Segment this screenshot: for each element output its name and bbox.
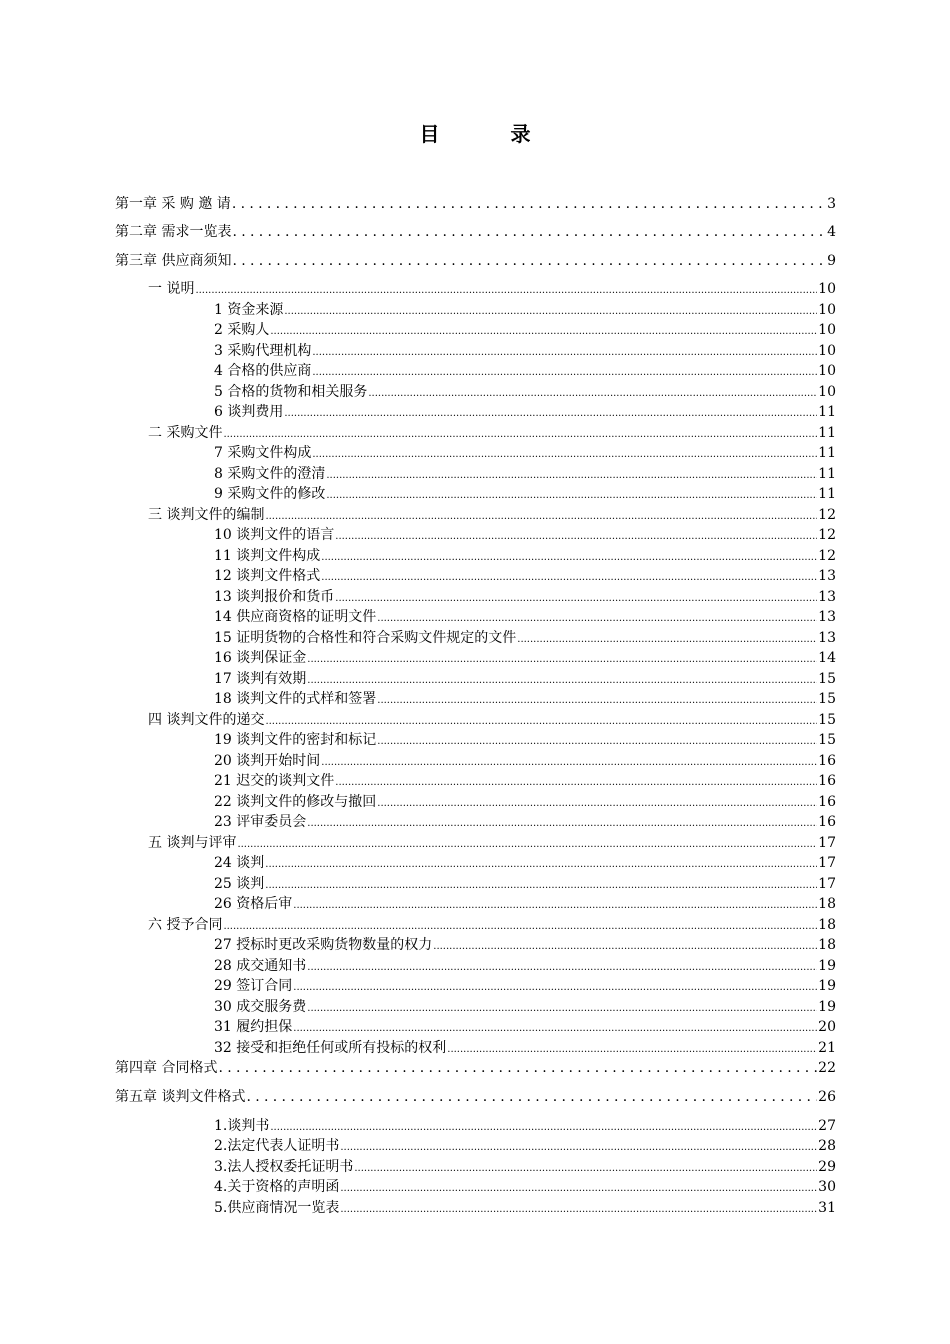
toc-entry-section-3[interactable]: 三 谈判文件的编制 ..... 12 (148, 505, 836, 525)
dot-leader (326, 466, 817, 486)
dot-leader (195, 281, 817, 301)
toc-entry-chapter-1[interactable]: 第一章 采 购 邀 请 ..... 3 (115, 194, 836, 214)
toc-entry-form-5[interactable]: 5.供应商情况一览表 ..... 31 (214, 1198, 836, 1218)
page-title: 目 录 (419, 122, 563, 146)
toc-entry-form-2[interactable]: 2.法定代表人证明书 ..... 28 (214, 1136, 836, 1156)
dot-leader (284, 302, 817, 322)
dot-leader (312, 363, 817, 383)
dot-leader (321, 548, 817, 568)
dot-leader (335, 527, 817, 547)
toc-entry-item-30[interactable]: 30 成交服务费 ..... 19 (214, 997, 836, 1017)
dot-leader (307, 650, 817, 670)
toc-entry-item-25[interactable]: 25 谈判 ..... 17 (214, 874, 836, 894)
toc-entry-item-8[interactable]: 8 采购文件的澄清 ..... 11 (214, 464, 836, 484)
dot-leader (340, 1138, 817, 1158)
dot-leader (321, 753, 817, 773)
toc-entry-item-12[interactable]: 12 谈判文件格式 ..... 13 (214, 566, 836, 586)
dot-leader (270, 322, 817, 342)
toc-entry-item-17[interactable]: 17 谈判有效期 ..... 15 (214, 669, 836, 689)
dot-leader (377, 691, 817, 711)
toc-entry-item-20[interactable]: 20 谈判开始时间 ..... 16 (214, 751, 836, 771)
toc-entry-item-6[interactable]: 6 谈判费用 ..... 11 (214, 402, 836, 422)
toc-entry-item-21[interactable]: 21 迟交的谈判文件 ..... 16 (214, 771, 836, 791)
dot-leader (265, 507, 817, 527)
toc-entry-item-5[interactable]: 5 合格的货物和相关服务 ..... 10 (214, 382, 836, 402)
dot-leader (265, 712, 817, 732)
dot-leader (307, 671, 817, 691)
toc-entry-item-15[interactable]: 15 证明货物的合格性和符合采购文件规定的文件 ..... 13 (214, 628, 836, 648)
toc-entry-section-1[interactable]: 一 说明 ..... 10 (148, 279, 836, 299)
toc-entry-item-2[interactable]: 2 采购人 ..... 10 (214, 320, 836, 340)
dot-leader (326, 486, 817, 506)
toc-entry-item-24[interactable]: 24 谈判 ..... 17 (214, 853, 836, 873)
toc-entry-form-1[interactable]: 1.谈判书 ..... 27 (214, 1116, 836, 1136)
dot-leader (293, 1019, 817, 1039)
toc-entry-item-27[interactable]: 27 授标时更改采购货物数量的权力 ..... 18 (214, 935, 836, 955)
toc-entry-item-9[interactable]: 9 采购文件的修改 ..... 11 (214, 484, 836, 504)
toc-entry-item-22[interactable]: 22 谈判文件的修改与撤回 ..... 16 (214, 792, 836, 812)
toc-entry-chapter-2[interactable]: 第二章 需求一览表 ..... 4 (115, 222, 836, 242)
dot-leader (368, 384, 817, 404)
dot-leader (232, 194, 826, 214)
dot-leader (223, 425, 817, 445)
toc-entry-form-3[interactable]: 3.法人授权委托证明书 ..... 29 (214, 1157, 836, 1177)
toc-entry-section-2[interactable]: 二 采购文件 ..... 11 (148, 423, 836, 443)
toc-entry-chapter-5[interactable]: 第五章 谈判文件格式 ..... 26 (115, 1087, 836, 1107)
toc-entry-item-32[interactable]: 32 接受和拒绝任何或所有投标的权利 ..... 21 (214, 1038, 836, 1058)
toc-entry-item-19[interactable]: 19 谈判文件的密封和标记 ..... 15 (214, 730, 836, 750)
toc-entry-item-1[interactable]: 1 资金来源 ..... 10 (214, 300, 836, 320)
dot-leader (218, 1058, 817, 1078)
toc-entry-item-7[interactable]: 7 采购文件构成 ..... 11 (214, 443, 836, 463)
dot-leader (293, 896, 817, 916)
toc-entry-item-31[interactable]: 31 履约担保 ..... 20 (214, 1017, 836, 1037)
dot-leader (312, 343, 817, 363)
dot-leader (265, 855, 817, 875)
toc-entry-item-23[interactable]: 23 评审委员会 ..... 16 (214, 812, 836, 832)
toc-entry-item-28[interactable]: 28 成交通知书 ..... 19 (214, 956, 836, 976)
dot-leader (340, 1179, 817, 1199)
toc-entry-item-3[interactable]: 3 采购代理机构 ..... 10 (214, 341, 836, 361)
toc-entry-item-18[interactable]: 18 谈判文件的式样和签署 ..... 15 (214, 689, 836, 709)
toc-entry-section-5[interactable]: 五 谈判与评审 ..... 17 (148, 833, 836, 853)
dot-leader (377, 609, 817, 629)
dot-leader (377, 794, 817, 814)
dot-leader (284, 404, 817, 424)
toc-entry-chapter-3[interactable]: 第三章 供应商须知 ..... 9 (115, 251, 836, 271)
dot-leader (270, 1118, 817, 1138)
dot-leader (335, 773, 817, 793)
toc-entry-item-11[interactable]: 11 谈判文件构成 ..... 12 (214, 546, 836, 566)
dot-leader (340, 1200, 817, 1220)
toc-entry-item-26[interactable]: 26 资格后审 ..... 18 (214, 894, 836, 914)
dot-leader (447, 1040, 817, 1060)
dot-leader (232, 251, 826, 271)
toc-entry-item-10[interactable]: 10 谈判文件的语言 ..... 12 (214, 525, 836, 545)
toc-entry-chapter-4[interactable]: 第四章 合同格式 ..... 22 (115, 1058, 836, 1078)
dot-leader (312, 445, 817, 465)
toc-entry-form-4[interactable]: 4.关于资格的声明函 ..... 30 (214, 1177, 836, 1197)
dot-leader (307, 958, 817, 978)
toc-entry-item-29[interactable]: 29 签订合同 ..... 19 (214, 976, 836, 996)
dot-leader (335, 589, 817, 609)
dot-leader (246, 1087, 817, 1107)
toc-entry-item-14[interactable]: 14 供应商资格的证明文件 ..... 13 (214, 607, 836, 627)
dot-leader (237, 835, 817, 855)
toc-entry-item-4[interactable]: 4 合格的供应商 ..... 10 (214, 361, 836, 381)
dot-leader (307, 814, 817, 834)
dot-leader (293, 978, 817, 998)
dot-leader (223, 917, 817, 937)
toc-entry-section-4[interactable]: 四 谈判文件的递交 ..... 15 (148, 710, 836, 730)
dot-leader (265, 876, 817, 896)
dot-leader (377, 732, 817, 752)
toc-entry-item-13[interactable]: 13 谈判报价和货币 ..... 13 (214, 587, 836, 607)
dot-leader (232, 222, 826, 242)
dot-leader (354, 1159, 817, 1179)
toc-entry-item-16[interactable]: 16 谈判保证金 ..... 14 (214, 648, 836, 668)
dot-leader (307, 999, 817, 1019)
dot-leader (517, 630, 817, 650)
dot-leader (433, 937, 817, 957)
dot-leader (321, 568, 817, 588)
toc-entry-section-6[interactable]: 六 授予合同 ..... 18 (148, 915, 836, 935)
